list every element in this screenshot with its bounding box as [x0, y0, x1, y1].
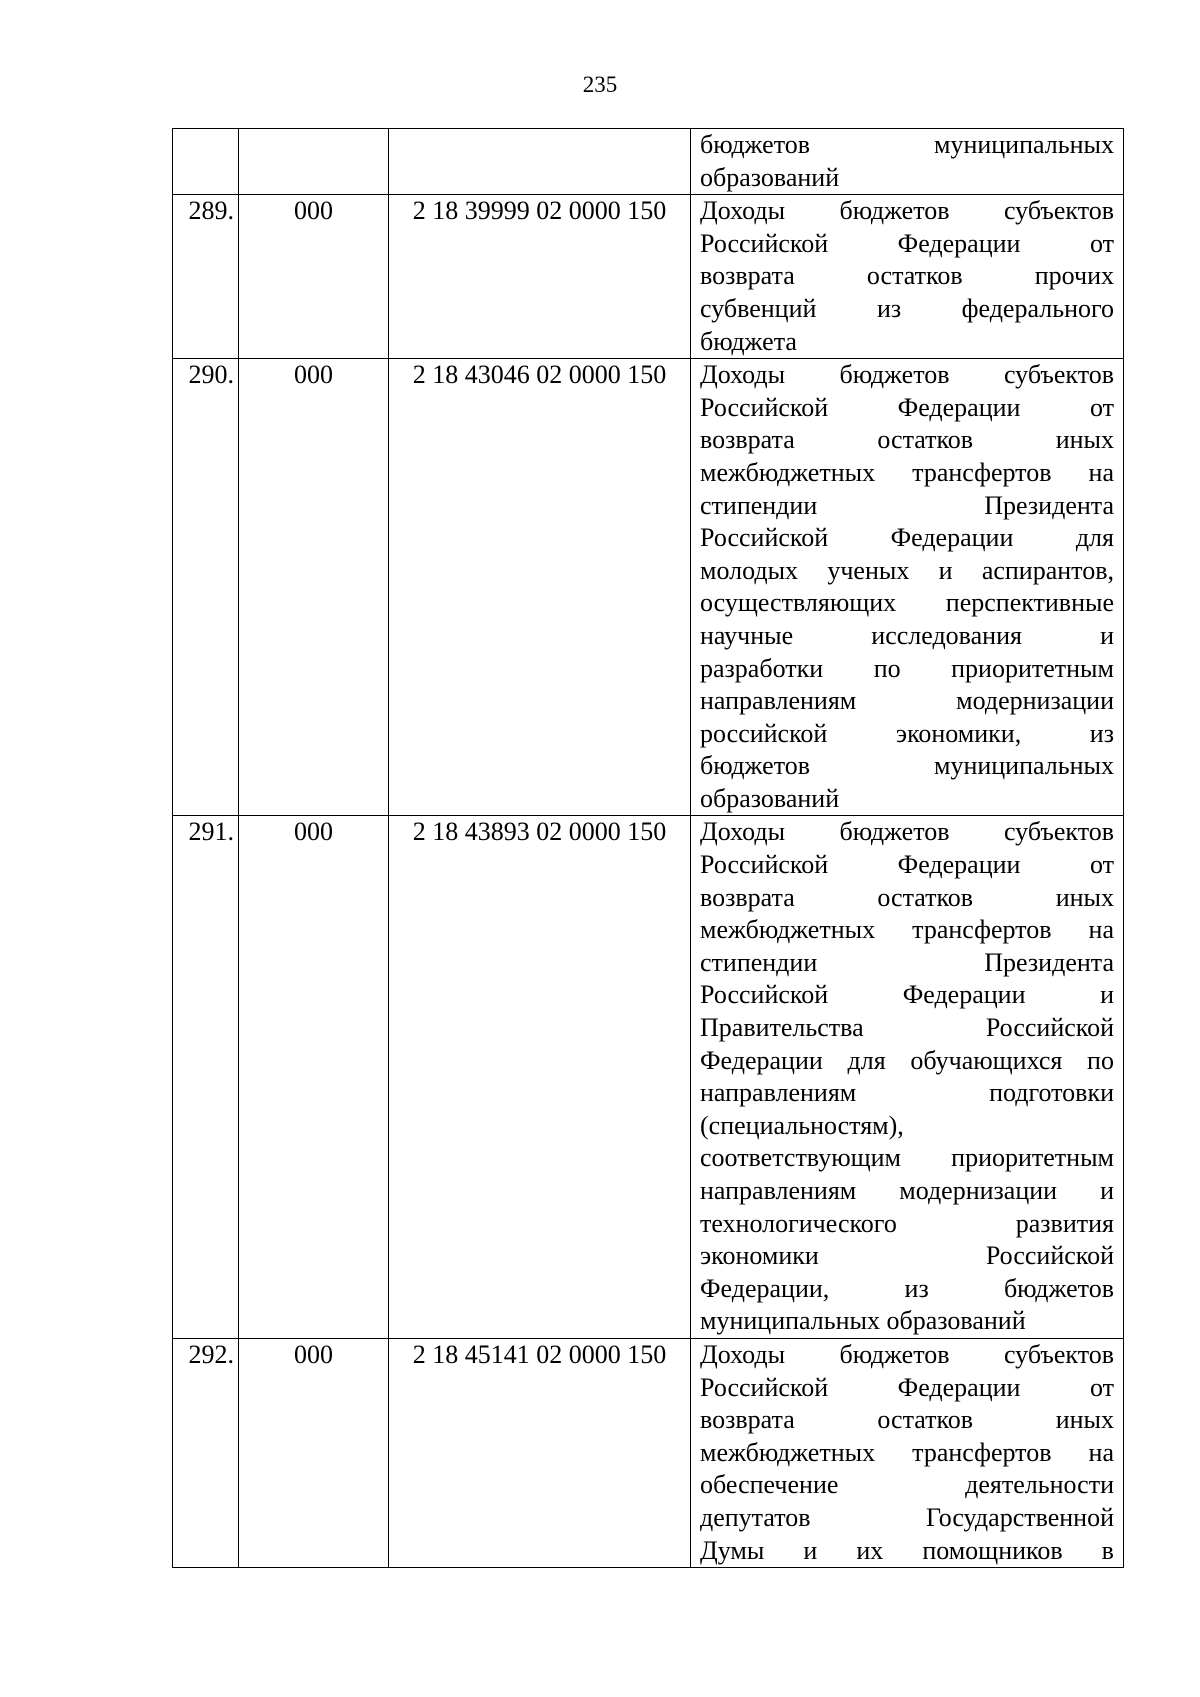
description-line: Правительства Российской — [700, 1013, 1114, 1043]
row-number — [173, 129, 239, 195]
description-line: стипендии Президента — [700, 947, 1114, 977]
income-description — [691, 359, 1124, 816]
page-number: 235 — [582, 72, 618, 97]
description-line: Российской Федерации от — [700, 1372, 1114, 1402]
admin-code: 000 — [239, 359, 389, 816]
description-line: технологического развития — [700, 1208, 1114, 1238]
description-line: Российской Федерации от — [700, 228, 1114, 258]
income-description — [691, 195, 1124, 359]
budget-codes-table — [172, 128, 1124, 1568]
description-line: Федерации, из бюджетов — [700, 1273, 1114, 1303]
kbk-code: 2 18 39999 02 0000 150 — [389, 195, 691, 359]
table-row — [173, 1338, 1124, 1567]
description-line: бюджета — [700, 326, 797, 356]
income-description — [691, 1338, 1124, 1567]
description-line: стипендии Президента — [700, 490, 1114, 520]
description-line: экономики Российской — [700, 1241, 1114, 1271]
description-line: возврата остатков иных — [700, 1405, 1114, 1435]
description-line: образований — [700, 162, 840, 192]
description-line: бюджетов муниципальных — [700, 751, 1114, 781]
description-line: направлениям модернизации — [700, 686, 1114, 716]
table-row — [173, 816, 1124, 1339]
description-line: возврата остатков иных — [700, 882, 1114, 912]
description-line: Доходы бюджетов субъектов — [700, 360, 1114, 390]
admin-code: 000 — [239, 816, 389, 1339]
description-line: муниципальных образований — [700, 1306, 1026, 1336]
description-line: Российской Федерации от — [700, 850, 1114, 880]
kbk-code: 2 18 43046 02 0000 150 — [389, 359, 691, 816]
description-line: Доходы бюджетов субъектов — [700, 196, 1114, 226]
description-line: возврата остатков иных — [700, 425, 1114, 455]
row-number: 289. — [173, 195, 239, 359]
row-number: 292. — [173, 1338, 239, 1567]
description-line: (специальностям), — [700, 1110, 904, 1140]
description-line: Думы и их помощников в — [700, 1535, 1114, 1565]
description-line: направлениям подготовки — [700, 1078, 1114, 1108]
row-number: 291. — [173, 816, 239, 1339]
description-line: направлениям модернизации и — [700, 1176, 1114, 1205]
description-line: депутатов Государственной — [700, 1502, 1114, 1532]
description-line: межбюджетных трансфертов на — [700, 915, 1114, 945]
kbk-code: 2 18 45141 02 0000 150 — [389, 1338, 691, 1567]
description-line: осуществляющих перспективные — [700, 588, 1114, 618]
admin-code: 000 — [239, 195, 389, 359]
description-line: бюджетов муниципальных — [700, 130, 1114, 159]
table-row — [173, 195, 1124, 359]
income-description — [691, 816, 1124, 1339]
description-line: Доходы бюджетов субъектов — [700, 817, 1114, 847]
description-line: Российской Федерации от — [700, 392, 1114, 422]
description-line: межбюджетных трансфертов на — [700, 457, 1114, 487]
admin-code: 000 — [239, 1338, 389, 1567]
description-line: соответствующим приоритетным — [700, 1143, 1114, 1173]
description-line: Доходы бюджетов субъектов — [700, 1339, 1114, 1369]
description-line: образований — [700, 783, 840, 813]
description-line: субвенций из федерального — [700, 293, 1114, 323]
description-line: обеспечение деятельности — [700, 1470, 1114, 1500]
description-line: Федерации для обучающихся по — [700, 1045, 1114, 1075]
description-line: разработки по приоритетным — [700, 653, 1114, 683]
description-line: Российской Федерации и — [700, 980, 1114, 1010]
table-row — [173, 359, 1124, 816]
row-number: 290. — [173, 359, 239, 816]
income-description — [691, 129, 1124, 195]
description-line: возврата остатков прочих — [700, 261, 1114, 291]
description-line: научные исследования и — [700, 620, 1114, 650]
description-line: молодых ученых и аспирантов, — [700, 555, 1114, 585]
table-row — [173, 129, 1124, 195]
description-line: межбюджетных трансфертов на — [700, 1437, 1114, 1467]
admin-code — [239, 129, 389, 195]
kbk-code: 2 18 43893 02 0000 150 — [389, 816, 691, 1339]
kbk-code — [389, 129, 691, 195]
description-line: Российской Федерации для — [700, 523, 1114, 553]
description-line: российской экономики, из — [700, 718, 1114, 748]
